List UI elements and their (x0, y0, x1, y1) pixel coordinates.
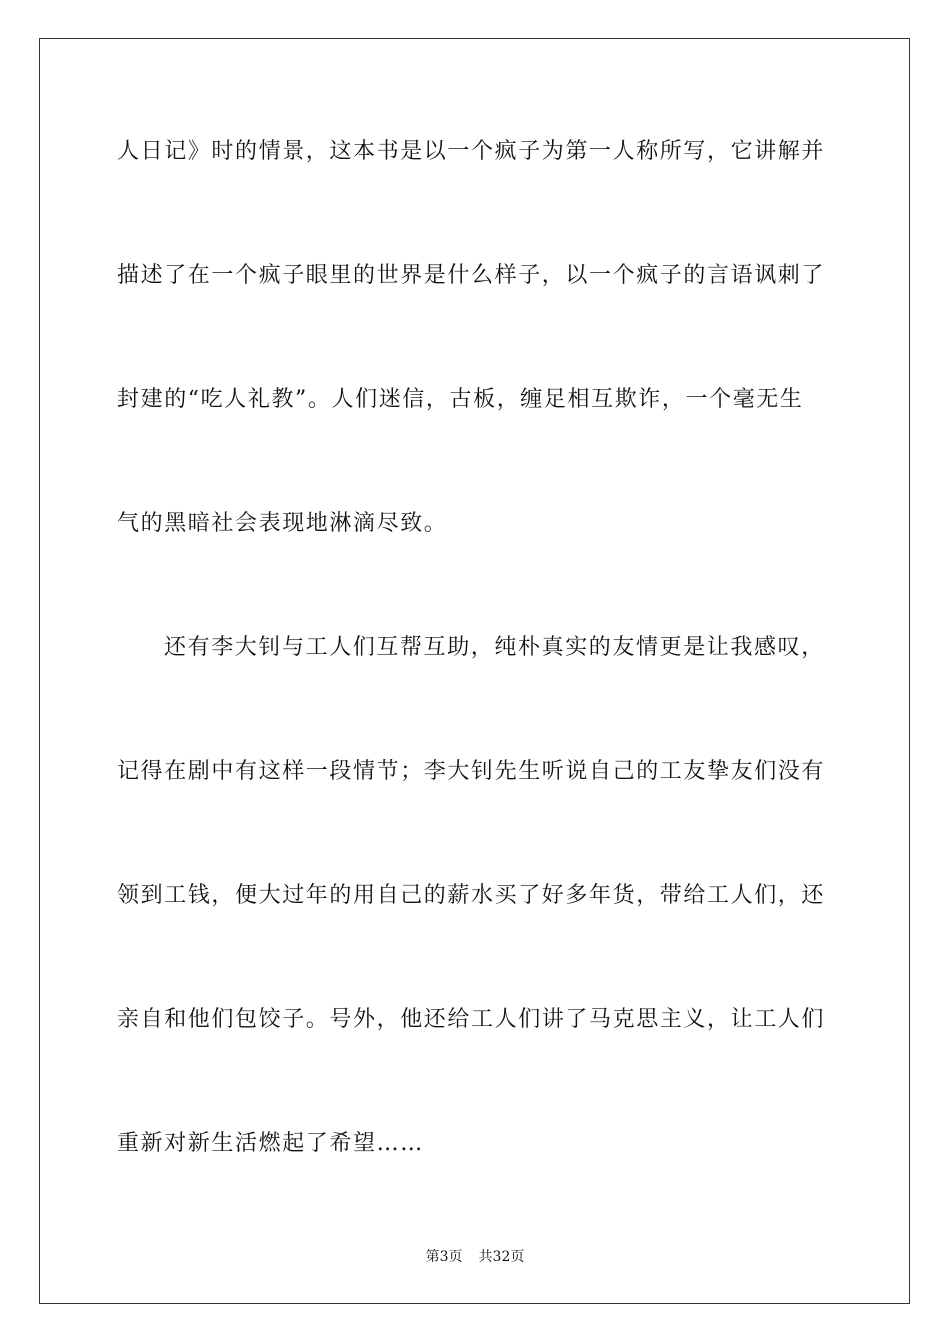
page-frame (39, 38, 910, 1304)
body-text-line: 重新对新生活燃起了希望…… (117, 1131, 424, 1156)
body-text-line: 亲自和他们包饺子。号外，他还给工人们讲了马克思主义，让工人们 (117, 1007, 826, 1032)
page-total: 共32页 (478, 1249, 525, 1265)
body-text-line: 封建的“吃人礼教”。人们迷信，古板，缠足相互欺诈，一个毫无生 (117, 387, 804, 412)
body-text-line: 人日记》时的情景，这本书是以一个疯子为第一人称所写，它讲解并 (117, 139, 826, 164)
paragraph-first-line: 还有李大钊与工人们互帮互助，纯朴真实的友情更是让我感叹， (164, 635, 825, 660)
body-text-line: 领到工钱，便大过年的用自己的薪水买了好多年货，带给工人们，还 (117, 883, 826, 908)
body-text-line: 记得在剧中有这样一段情节；李大钊先生听说自己的工友挚友们没有 (117, 759, 826, 784)
body-text-line: 描述了在一个疯子眼里的世界是什么样子，以一个疯子的言语讽刺了 (117, 263, 826, 288)
body-text-line: 气的黑暗社会表现地淋滴尽致。 (117, 511, 448, 536)
page-number: 第3页 (425, 1249, 463, 1265)
page-footer (0, 1248, 950, 1266)
